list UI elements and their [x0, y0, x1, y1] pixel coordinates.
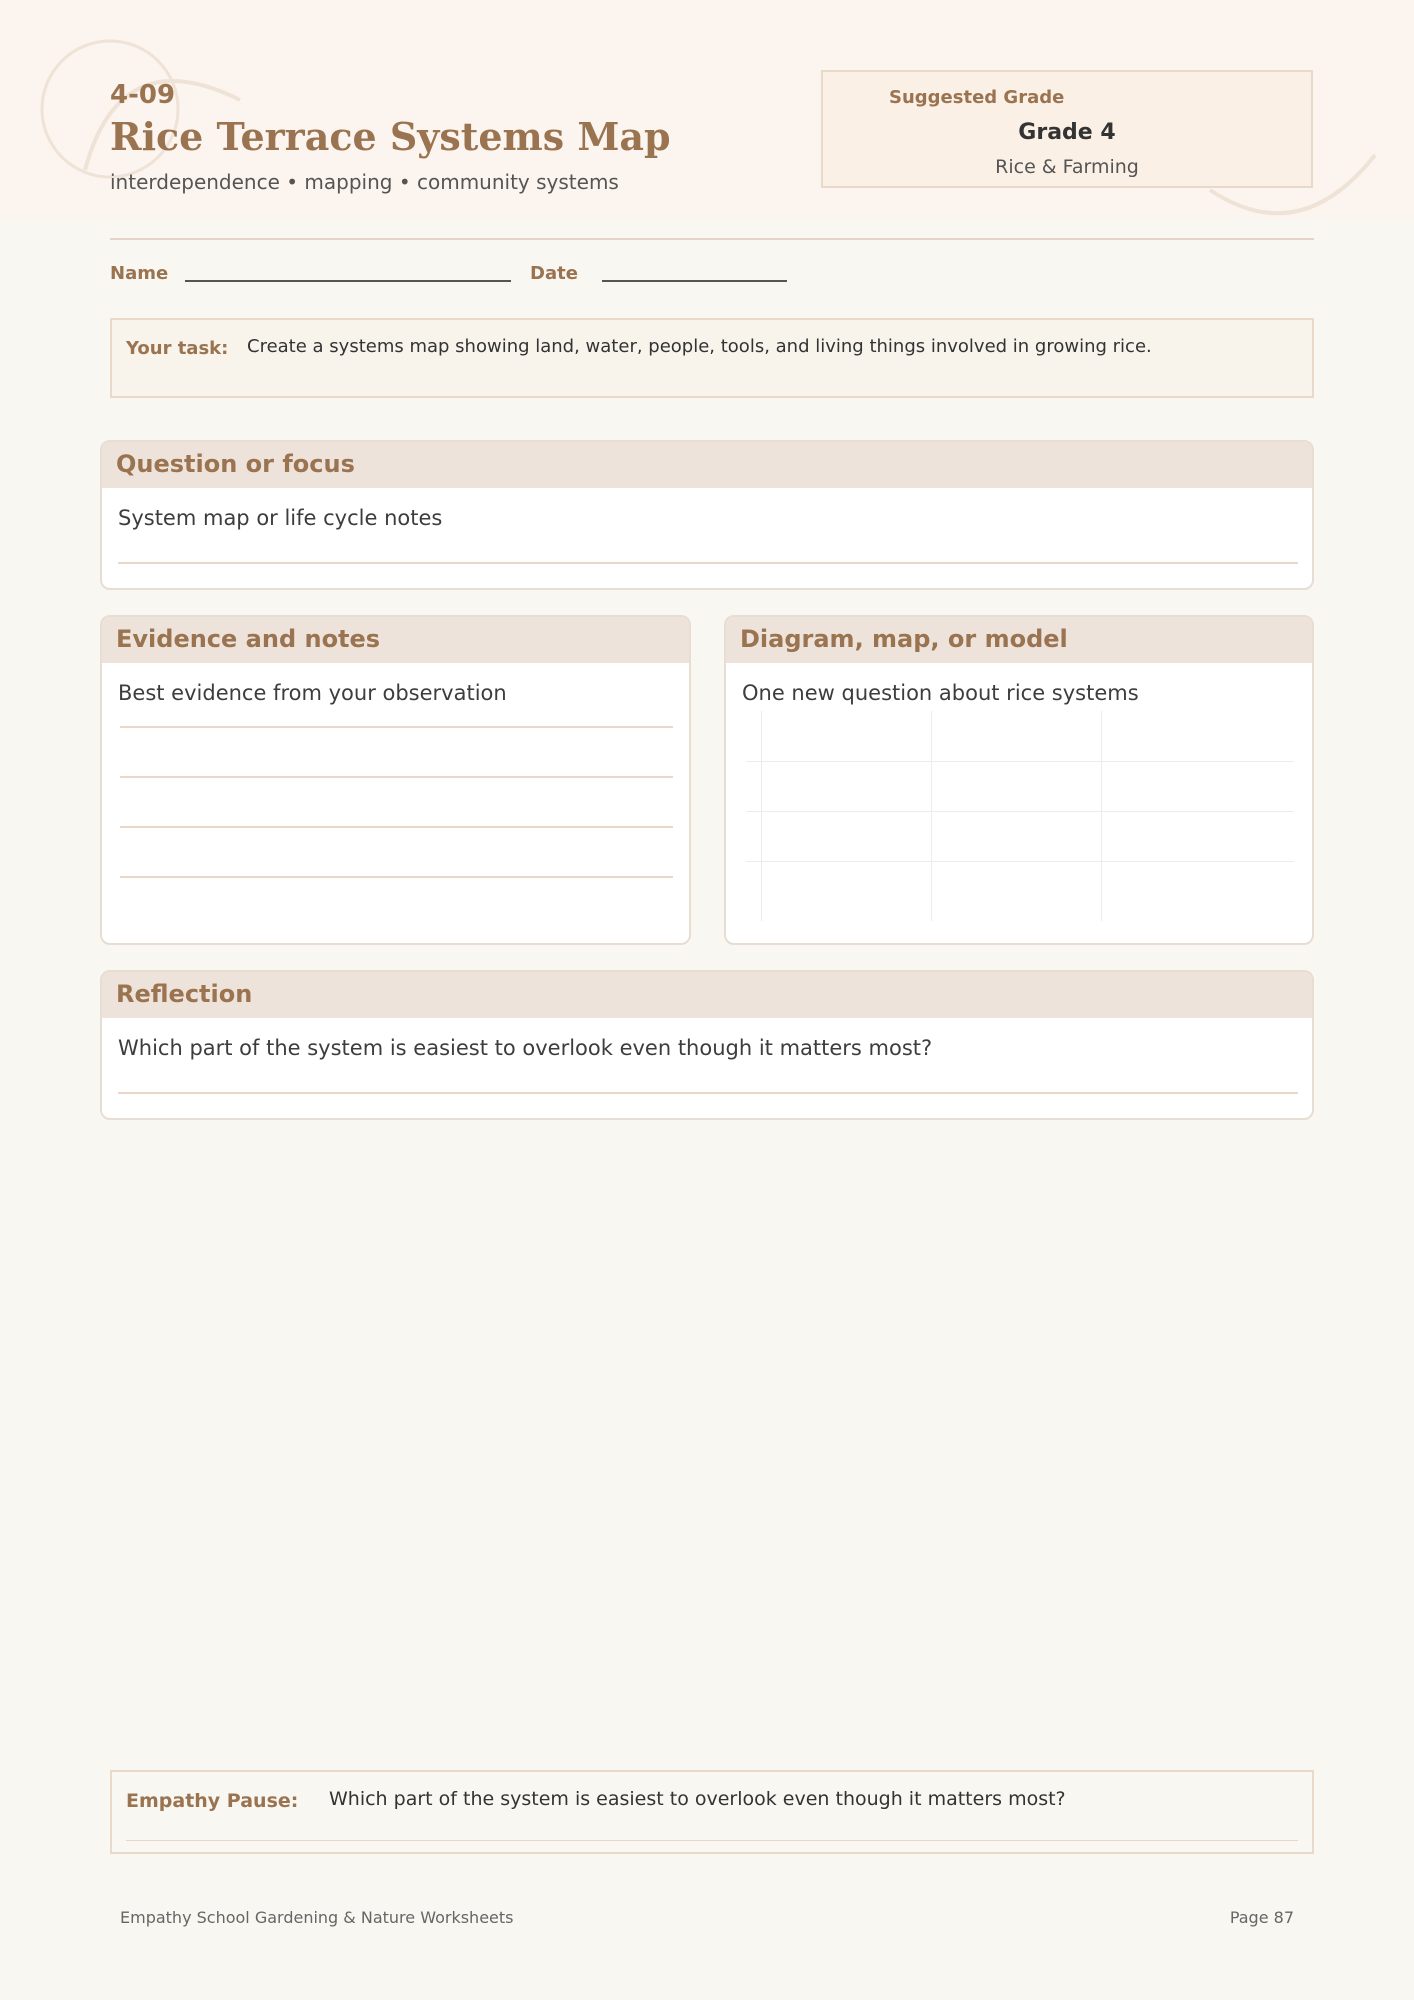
- grade-label: Suggested Grade: [889, 87, 1065, 108]
- reflection-card-prompt: Which part of the system is easiest to overlook even though it matters most?: [118, 1036, 933, 1060]
- name-label: Name: [110, 263, 169, 284]
- grade-value: Grade 4: [1018, 120, 1116, 145]
- question-card-header: [102, 442, 1312, 488]
- empathy-pause-label: Empathy Pause:: [126, 1790, 299, 1812]
- evidence-card-header: [102, 617, 689, 663]
- writing-line[interactable]: [126, 1840, 1298, 1841]
- reflection-card-header: [102, 972, 1312, 1018]
- evidence-card: [100, 615, 691, 945]
- empathy-pause-text: Which part of the system is easiest to overlook even though it matters most?: [329, 1788, 1066, 1810]
- page-number: Page 87: [1229, 1908, 1294, 1927]
- empathy-pause-box: [110, 1770, 1314, 1854]
- header-divider: [110, 238, 1314, 240]
- grade-topic: Rice & Farming: [995, 156, 1139, 178]
- date-field[interactable]: [602, 280, 787, 282]
- diagram-card-header: [726, 617, 1312, 663]
- task-box: [110, 318, 1314, 398]
- writing-line[interactable]: [120, 776, 673, 778]
- page-subtitle: interdependence • mapping • community systems: [110, 170, 619, 194]
- reflection-card-title: Reflection: [116, 980, 253, 1008]
- diagram-card: [724, 615, 1314, 945]
- grid-line: [931, 711, 932, 921]
- writing-line[interactable]: [118, 1092, 1298, 1094]
- question-card: [100, 440, 1314, 590]
- page-title: Rice Terrace Systems Map: [110, 114, 671, 159]
- worksheet-code: 4-09: [110, 80, 176, 110]
- question-card-prompt: System map or life cycle notes: [118, 506, 443, 530]
- writing-line[interactable]: [120, 726, 673, 728]
- grid-line: [746, 861, 1294, 862]
- task-label: Your task:: [126, 338, 229, 359]
- grid-line: [746, 761, 1294, 762]
- diagram-card-title: Diagram, map, or model: [740, 625, 1068, 653]
- grid-line: [1101, 711, 1102, 921]
- reflection-card: [100, 970, 1314, 1120]
- grid-line: [761, 711, 762, 921]
- footer-publisher: Empathy School Gardening & Nature Worksheets: [120, 1908, 514, 1927]
- question-card-title: Question or focus: [116, 450, 355, 478]
- grade-box: [821, 70, 1313, 188]
- writing-line[interactable]: [120, 876, 673, 878]
- evidence-card-prompt: Best evidence from your observation: [118, 681, 507, 705]
- task-text: Create a systems map showing land, water, people, tools, and living things involved in growing rice.: [247, 336, 1152, 357]
- writing-line[interactable]: [120, 826, 673, 828]
- name-field[interactable]: [185, 280, 511, 282]
- grid-line: [746, 811, 1294, 812]
- evidence-card-title: Evidence and notes: [116, 625, 381, 653]
- diagram-card-prompt: One new question about rice systems: [742, 681, 1139, 705]
- writing-line[interactable]: [118, 562, 1298, 564]
- date-label: Date: [530, 263, 578, 284]
